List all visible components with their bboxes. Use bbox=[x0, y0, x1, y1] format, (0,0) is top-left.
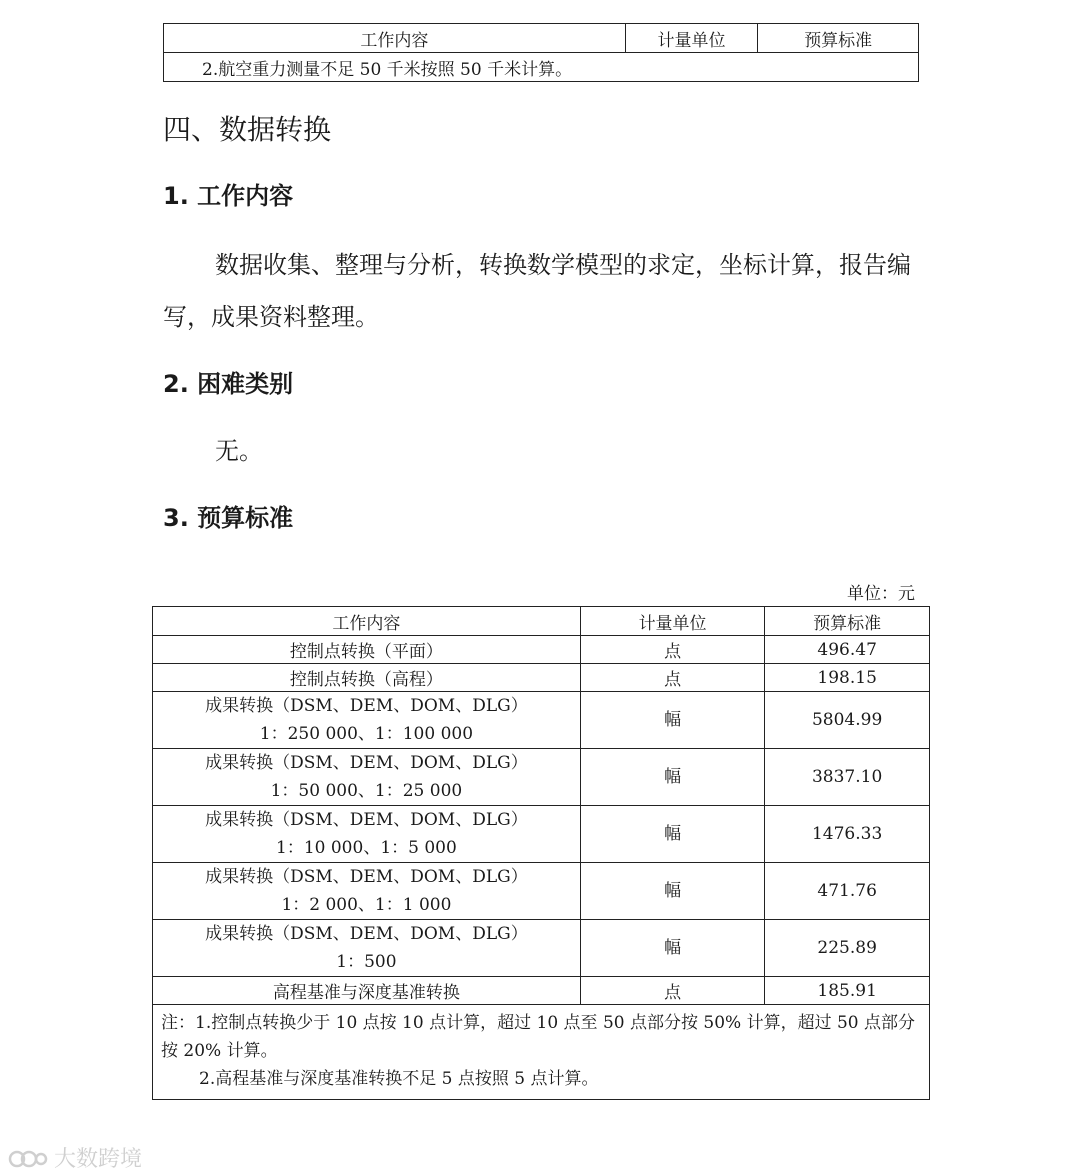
header-content: 工作内容 bbox=[153, 607, 581, 636]
cell-unit: 幅 bbox=[580, 863, 764, 920]
note-line-1: 注：1.控制点转换少于 10 点按 10 点计算，超过 10 点至 50 点部分按 50% 计算，超过 50 点部分按 20% 计算。 bbox=[161, 1013, 916, 1061]
cell-content bbox=[153, 806, 581, 863]
scale-line: 1：10 000、1：5 000 bbox=[276, 838, 457, 858]
cell-unit: 幅 bbox=[580, 806, 764, 863]
table-note-row bbox=[153, 1005, 930, 1100]
cell-content: 高程基准与深度基准转换 bbox=[153, 977, 581, 1005]
difficulty-text: 无。 bbox=[215, 437, 263, 465]
unit-label: 单位：元 bbox=[847, 584, 915, 604]
table-note bbox=[153, 1005, 930, 1100]
table-row bbox=[153, 977, 930, 1005]
header-unit: 计量单位 bbox=[580, 607, 764, 636]
cell-content bbox=[153, 863, 581, 920]
work-content-text: 数据收集、整理与分析，转换数学模型的求定，坐标计算，报告编写，成果资料整理。 bbox=[163, 251, 911, 331]
header-unit: 计量单位 bbox=[625, 24, 758, 53]
cell-content: 控制点转换（平面） bbox=[153, 636, 581, 664]
cell-unit: 幅 bbox=[580, 920, 764, 977]
scale-line: 1：250 000、1：100 000 bbox=[259, 724, 474, 744]
table-row bbox=[153, 664, 930, 692]
content-line: 成果转换（DSM、DEM、DOM、DLG） bbox=[205, 924, 528, 944]
cell-unit: 幅 bbox=[580, 749, 764, 806]
subsection-title-budget: 3. 预算标准 bbox=[163, 504, 294, 532]
scale-line: 1：2 000、1：1 000 bbox=[281, 895, 452, 915]
content-line: 成果转换（DSM、DEM、DOM、DLG） bbox=[205, 867, 528, 887]
table-row bbox=[153, 636, 930, 664]
table-row bbox=[153, 692, 930, 749]
watermark bbox=[8, 1142, 142, 1173]
cell-content: 控制点转换（高程） bbox=[153, 664, 581, 692]
cell-value: 5804.99 bbox=[765, 692, 930, 749]
table-row bbox=[153, 806, 930, 863]
cell-unit: 幅 bbox=[580, 692, 764, 749]
cell-value: 3837.10 bbox=[765, 749, 930, 806]
scale-line: 1：500 bbox=[336, 952, 397, 972]
table-row bbox=[153, 749, 930, 806]
cell-value: 1476.33 bbox=[765, 806, 930, 863]
cell-unit: 点 bbox=[580, 664, 764, 692]
cell-value: 225.89 bbox=[765, 920, 930, 977]
cell-unit: 点 bbox=[580, 636, 764, 664]
budget-table bbox=[152, 606, 930, 1100]
cell-unit: 点 bbox=[580, 977, 764, 1005]
table-row bbox=[153, 920, 930, 977]
cell-value: 496.47 bbox=[765, 636, 930, 664]
table-row bbox=[153, 863, 930, 920]
continued-note: 2.航空重力测量不足 50 千米按照 50 千米计算。 bbox=[164, 53, 919, 82]
header-budget: 预算标准 bbox=[765, 607, 930, 636]
subsection-title-work-content: 1. 工作内容 bbox=[163, 182, 294, 210]
cell-value: 198.15 bbox=[765, 664, 930, 692]
header-budget: 预算标准 bbox=[758, 24, 919, 53]
cell-value: 185.91 bbox=[765, 977, 930, 1005]
watermark-logo-icon bbox=[8, 1147, 48, 1169]
section-title: 四、数据转换 bbox=[163, 113, 332, 146]
content-line: 成果转换（DSM、DEM、DOM、DLG） bbox=[205, 810, 528, 830]
content-line: 成果转换（DSM、DEM、DOM、DLG） bbox=[205, 753, 528, 773]
note-line-2: 2.高程基准与深度基准转换不足 5 点按照 5 点计算。 bbox=[199, 1069, 599, 1089]
header-content: 工作内容 bbox=[164, 24, 626, 53]
cell-content bbox=[153, 749, 581, 806]
cell-content bbox=[153, 692, 581, 749]
content-line: 成果转换（DSM、DEM、DOM、DLG） bbox=[205, 696, 528, 716]
continued-table bbox=[163, 23, 919, 82]
scale-line: 1：50 000、1：25 000 bbox=[270, 781, 463, 801]
subsection-title-difficulty: 2. 困难类别 bbox=[163, 370, 294, 398]
cell-value: 471.76 bbox=[765, 863, 930, 920]
cell-content bbox=[153, 920, 581, 977]
watermark-text: 大数跨境 bbox=[54, 1147, 143, 1172]
